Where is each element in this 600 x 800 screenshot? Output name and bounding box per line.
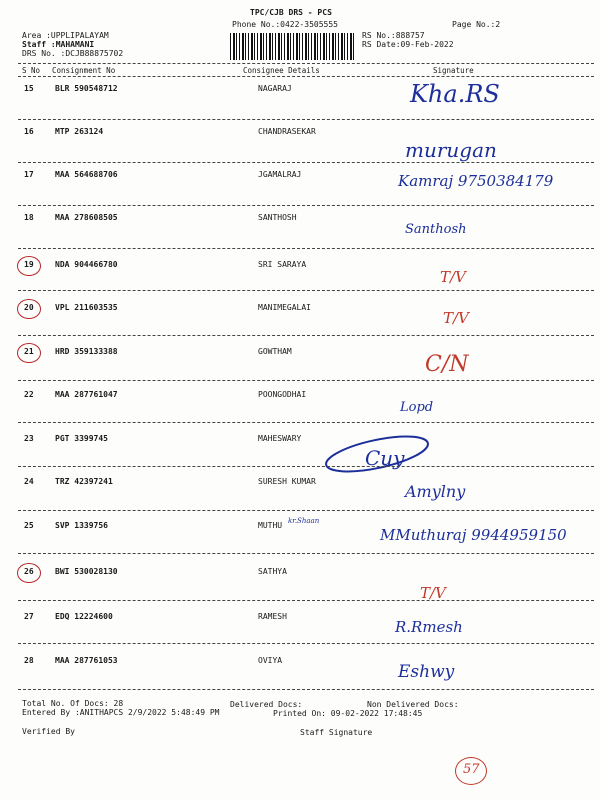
row-consignee: JGAMALRAJ xyxy=(258,170,302,179)
row-divider xyxy=(18,422,594,423)
row-signature: Lopd xyxy=(400,400,434,415)
row-sno: 22 xyxy=(24,390,34,399)
handwritten-note: kr.Shaan xyxy=(288,517,320,525)
drs-number: DRS No. :DCJB88875702 xyxy=(22,49,124,58)
row-signature: C/N xyxy=(425,352,469,377)
row-divider xyxy=(18,119,594,120)
row-divider xyxy=(18,162,594,163)
staff-signature-label: Staff Signature xyxy=(300,728,373,737)
row-sno: 17 xyxy=(24,170,34,179)
row-consignee: CHANDRASEKAR xyxy=(258,127,316,136)
row-sno: 25 xyxy=(24,521,34,530)
row-consignment: VPL 211603535 xyxy=(55,303,118,312)
row-consignee: MUTHU xyxy=(258,521,283,530)
row-signature: Santhosh xyxy=(405,222,467,237)
table-row xyxy=(0,612,600,626)
document-title: TPC/CJB DRS - PCS xyxy=(250,8,332,17)
row-consignee: OVIYA xyxy=(258,656,283,665)
row-consignment: MAA 278608505 xyxy=(55,213,118,222)
row-sno: 24 xyxy=(24,477,34,486)
table-row xyxy=(0,303,600,317)
row-sno: 28 xyxy=(24,656,34,665)
col-header-signature: Signature xyxy=(433,66,474,75)
non-delivered-docs: Non Delivered Docs: xyxy=(367,700,459,709)
row-signature: Kha.RS xyxy=(410,80,500,108)
table-row xyxy=(0,84,600,98)
header-divider-bottom xyxy=(18,76,594,77)
row-sno: 15 xyxy=(24,84,34,93)
red-circle-mark xyxy=(17,256,41,276)
row-sno: 27 xyxy=(24,612,34,621)
table-row xyxy=(0,656,600,670)
table-row xyxy=(0,434,600,448)
row-consignment: HRD 359133388 xyxy=(55,347,118,356)
row-consignment: EDQ 12224600 xyxy=(55,612,113,621)
col-header-sno: S No xyxy=(22,66,41,75)
table-row xyxy=(0,390,600,404)
row-consignee: SATHYA xyxy=(258,567,287,576)
row-signature: Kamraj 9750384179 xyxy=(398,172,554,190)
red-circle-mark xyxy=(17,299,41,319)
row-consignment: MTP 263124 xyxy=(55,127,104,136)
row-signature: MMuthuraj 9944959150 xyxy=(380,526,567,544)
entered-by: Entered By :ANITHAPCS 2/9/2022 5:48:49 PM xyxy=(22,708,220,717)
row-sno: 18 xyxy=(24,213,34,222)
row-divider xyxy=(18,335,594,336)
row-sno: 23 xyxy=(24,434,34,443)
row-signature: T/V xyxy=(440,268,466,286)
row-sno: 16 xyxy=(24,127,34,136)
row-consignee: NAGARAJ xyxy=(258,84,292,93)
row-signature: T/V xyxy=(443,309,469,327)
row-divider xyxy=(18,466,594,467)
row-divider xyxy=(18,290,594,291)
total-docs: Total No. Of Docs: 28 xyxy=(22,699,124,708)
red-circle-mark xyxy=(17,563,41,583)
row-signature: T/V xyxy=(420,584,446,602)
row-consignment: SVP 1339756 xyxy=(55,521,108,530)
row-signature: Eshwy xyxy=(398,662,455,682)
row-signature: Amylny xyxy=(405,482,466,501)
table-row xyxy=(0,127,600,141)
row-consignee: SURESH KUMAR xyxy=(258,477,316,486)
table-row xyxy=(0,260,600,274)
row-consignment: TRZ 42397241 xyxy=(55,477,113,486)
printed-on: Printed On: 09-02-2022 17:48:45 xyxy=(273,709,423,718)
delivered-docs: Delivered Docs: xyxy=(230,700,303,709)
row-divider xyxy=(18,689,594,690)
rs-date: RS Date:09-Feb-2022 xyxy=(362,40,454,49)
row-divider xyxy=(18,248,594,249)
row-consignment: PGT 3399745 xyxy=(55,434,108,443)
row-signature: murugan xyxy=(405,138,497,162)
row-consignment: MAA 287761047 xyxy=(55,390,118,399)
row-consignee: MANIMEGALAI xyxy=(258,303,311,312)
row-divider xyxy=(18,600,594,601)
table-row xyxy=(0,567,600,581)
row-divider xyxy=(18,510,594,511)
header-divider-top xyxy=(18,63,594,64)
row-consignee: SRI SARAYA xyxy=(258,260,307,269)
phone-number: Phone No.:0422-3505555 xyxy=(232,20,338,29)
verified-by: Verified By xyxy=(22,727,75,736)
row-consignee: POONGODHAI xyxy=(258,390,307,399)
row-divider xyxy=(18,643,594,644)
table-row xyxy=(0,477,600,491)
row-sno: 21 xyxy=(24,347,34,356)
row-signature: Cuy xyxy=(365,446,405,470)
row-consignment: BWI 530028130 xyxy=(55,567,118,576)
row-consignment: BLR 590548712 xyxy=(55,84,118,93)
row-divider xyxy=(18,205,594,206)
staff-label: Staff :MAHAMANI xyxy=(22,40,95,49)
row-consignee: GOWTHAM xyxy=(258,347,292,356)
row-divider xyxy=(18,380,594,381)
page-circle-number: 57 xyxy=(463,762,480,777)
row-consignment: NDA 904466780 xyxy=(55,260,118,269)
page-number: Page No.:2 xyxy=(452,20,501,29)
row-consignee: MAHESWARY xyxy=(258,434,302,443)
row-consignment: MAA 287761053 xyxy=(55,656,118,665)
row-consignee: SANTHOSH xyxy=(258,213,297,222)
table-row xyxy=(0,213,600,227)
row-sno: 19 xyxy=(24,260,34,269)
table-row xyxy=(0,347,600,361)
row-consignment: MAA 564688706 xyxy=(55,170,118,179)
area-label: Area :UPPLIPALAYAM xyxy=(22,31,109,40)
row-consignee: RAMESH xyxy=(258,612,287,621)
col-header-consignment: Consignment No xyxy=(52,66,116,75)
row-sno: 26 xyxy=(24,567,34,576)
red-circle-mark xyxy=(17,343,41,363)
row-sno: 20 xyxy=(24,303,34,312)
col-header-consignee: Consignee Details xyxy=(243,66,320,75)
row-signature: R.Rmesh xyxy=(395,618,463,636)
rs-number: RS No.:888757 xyxy=(362,31,425,40)
row-divider xyxy=(18,553,594,554)
barcode-image xyxy=(230,33,355,60)
